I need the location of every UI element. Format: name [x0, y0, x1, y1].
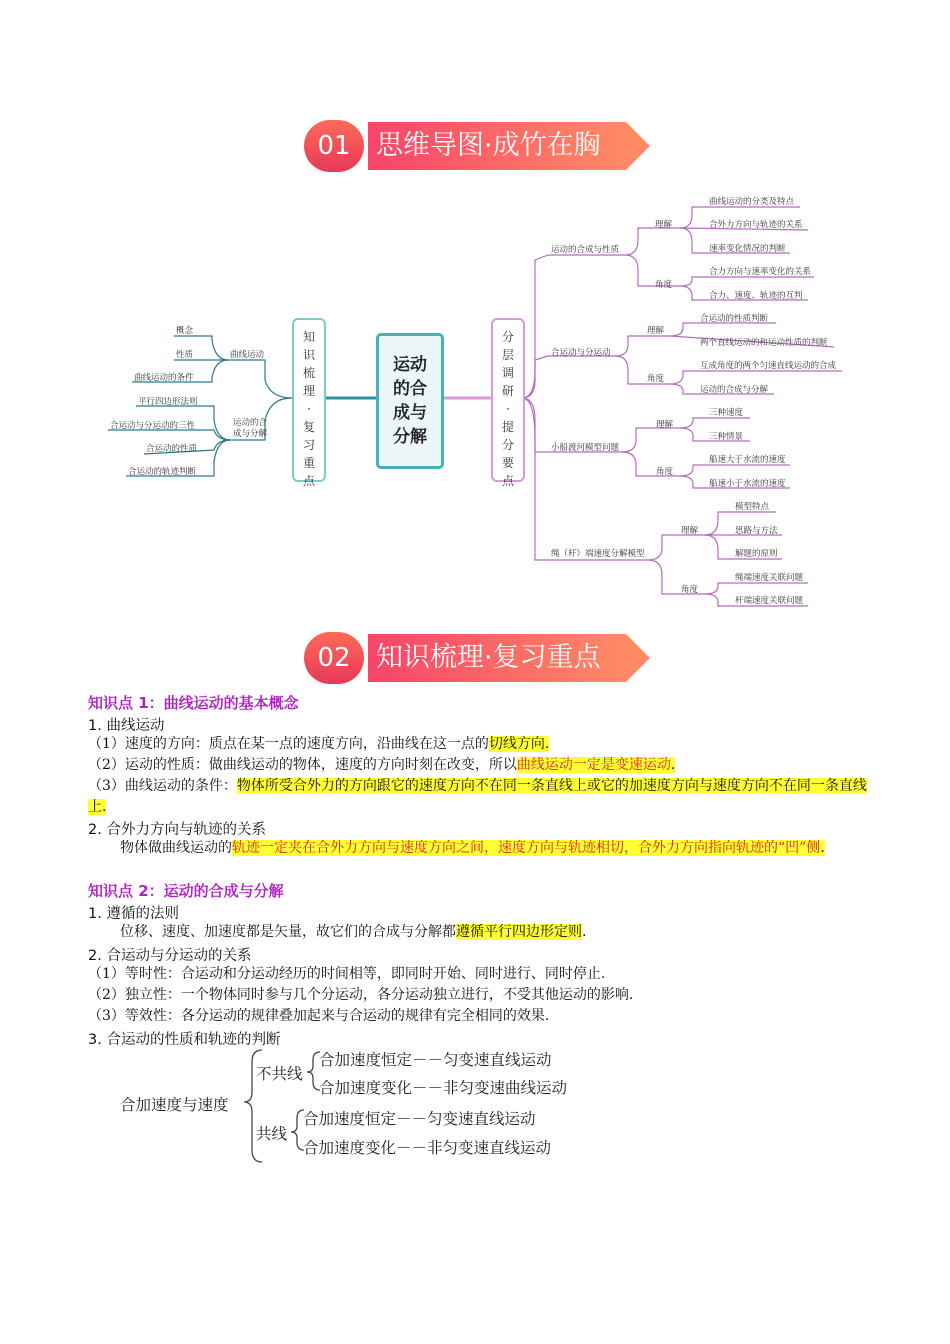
mm-right-branch: 小船渡河模型问题 — [551, 443, 620, 453]
banner-title: 思维导图·成竹在胸 — [368, 122, 626, 170]
tree-leaf: 合加速度变化－－非匀变速直线运动 — [303, 1139, 552, 1157]
mm-left-curve-item: 曲线运动的条件 — [134, 373, 194, 383]
mm-right-item: 船速小于水流的速度 — [709, 479, 786, 489]
tree-leaf: 合加速度变化－－非匀变速曲线运动 — [319, 1079, 568, 1097]
mm-right-item: 三种速度 — [709, 408, 744, 418]
mm-left-decomp: 运动的合成与分解 — [233, 418, 268, 439]
kp1-title: 知识点 1：曲线运动的基本概念 — [88, 694, 299, 712]
mm-right-item: 思路与方法 — [735, 526, 778, 536]
highlight: 轨迹一定夹在合外力方向与速度方向之间，速度方向与轨迹相切，合外力方向指向轨迹的“凹”侧 — [232, 840, 821, 856]
mm-right-group: 角度 — [655, 280, 673, 290]
kp2-line-2: （1）等时性：合运动和分运动经历的时间相等，即同时开始、同时进行、同时停止. — [88, 966, 606, 982]
kp2-subtitle-2: 2. 合运动与分运动的关系 — [88, 948, 252, 964]
mm-right-branch: 运动的合成与性质 — [551, 245, 620, 255]
text: （2）运动的性质：做曲线运动的物体，速度的方向时刻在改变，所以 — [88, 757, 517, 773]
mm-right-group: 角度 — [656, 467, 674, 477]
mm-right-item: 船速大于水流的速度 — [709, 455, 786, 465]
mm-right-item: 合力、速度、轨迹的互判 — [709, 291, 803, 301]
mm-right-item: 模型特点 — [735, 502, 770, 512]
mm-right-item: 互成角度的两个匀速直线运动的合成 — [700, 361, 837, 371]
mm-left-curve-item: 性质 — [176, 350, 194, 360]
highlight: 切线方向 — [488, 736, 545, 752]
mm-right-item: 两个直线运动的和运动性质的判断 — [700, 338, 828, 348]
text: . — [102, 799, 107, 815]
kp2-title: 知识点 2：运动的合成与分解 — [88, 882, 284, 900]
kp2-line-4: （3）等效性：各分运动的规律叠加起来与合运动的规律有完全相同的效果. — [88, 1008, 550, 1024]
mm-right-branch: 合运动与分运动 — [551, 348, 611, 358]
mm-right-group: 理解 — [681, 526, 699, 536]
kp2-subtitle-1: 1. 遵循的法则 — [88, 906, 179, 922]
highlight: 物体所受合外力的方向跟它的速度方向不在同一条直线上或它的加速度方向与速度方向不在同一条直线上 — [88, 778, 867, 815]
text: . — [544, 736, 550, 752]
mm-right-item: 三种情景 — [709, 432, 744, 442]
mm-right-branch: 绳（杆）端速度分解模型 — [551, 549, 645, 559]
mm-right-group: 理解 — [656, 420, 674, 430]
kp1-subtitle-2: 2. 合外力方向与轨迹的关系 — [88, 822, 266, 838]
mm-right-item: 速率变化情况的判断 — [709, 244, 786, 254]
tree-root: 合加速度与速度 — [120, 1096, 229, 1114]
text: 物体做曲线运动的 — [120, 840, 232, 856]
banner-title: 知识梳理·复习重点 — [368, 634, 626, 682]
tree-leaf: 合加速度恒定－－匀变速直线运动 — [303, 1110, 536, 1128]
kp2-line-3: （2）独立性：一个物体同时参与几个分运动，各分运动独立进行，不受其他运动的影响. — [88, 987, 634, 1003]
text: . — [582, 924, 587, 940]
kp1-subtitle-1: 1. 曲线运动 — [88, 718, 165, 734]
mm-left-decomp-item: 平行四边形法则 — [138, 397, 198, 407]
mm-right-item: 运动的合成与分解 — [700, 385, 769, 395]
mm-left-curve-item: 概念 — [176, 326, 194, 336]
mm-right-item: 合外力方向与轨迹的关系 — [709, 220, 803, 230]
text: . — [670, 757, 676, 773]
highlight: 遵循平行四边形定则 — [456, 924, 582, 940]
mm-right-item: 杆端速度关联问题 — [735, 596, 804, 606]
right-box-label: 分层调研·提分要点 — [501, 330, 514, 488]
mm-right-group: 角度 — [681, 585, 699, 595]
text: 位移、速度、加速度都是矢量，故它们的合成与分解都 — [120, 924, 456, 940]
mm-right-item: 解题的原则 — [735, 549, 778, 559]
mm-right-item: 合力方向与速率变化的关系 — [709, 267, 812, 277]
text: （1）速度的方向：质点在某一点的速度方向，沿曲线在这一点的 — [88, 736, 489, 752]
text: . — [820, 840, 825, 856]
tree-branch-2: 共线 — [256, 1125, 288, 1143]
mm-right-group: 理解 — [655, 220, 673, 230]
tree-leaf: 合加速度恒定－－匀变速直线运动 — [319, 1051, 552, 1069]
mm-left-decomp-item: 合运动的轨迹判断 — [128, 467, 197, 477]
mm-right-item: 绳端速度关联问题 — [735, 573, 804, 583]
mm-right-item: 曲线运动的分类及特点 — [709, 197, 795, 207]
banner-number: 01 — [304, 120, 364, 172]
kp2-subtitle-3: 3. 合运动的性质和轨迹的判断 — [88, 1032, 281, 1048]
mindmap-center-label: 运动的合成与分解 — [393, 355, 427, 447]
text: （3）曲线运动的条件： — [88, 778, 237, 794]
mm-left-decomp-item: 合运动的性质 — [146, 444, 198, 454]
banner-number: 02 — [304, 632, 364, 684]
highlight: 曲线运动一定是变速运动 — [516, 757, 671, 773]
tree-branch-1: 不共线 — [256, 1065, 303, 1083]
mm-right-group: 理解 — [647, 326, 665, 336]
mm-left-decomp-item: 合运动与分运动的三性 — [110, 421, 196, 431]
mm-right-item: 合运动的性质判断 — [700, 314, 769, 324]
mm-right-group: 角度 — [647, 374, 665, 384]
mm-left-curve: 曲线运动 — [230, 350, 265, 360]
left-box-label: 知识梳理·复习重点 — [302, 330, 315, 488]
